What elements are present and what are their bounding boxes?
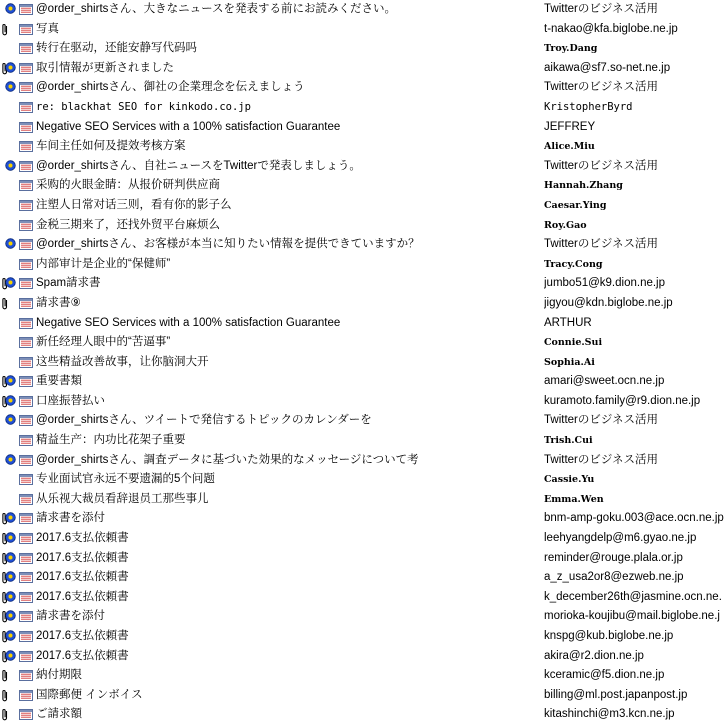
message-row[interactable] [0,118,725,138]
message-row[interactable] [0,411,725,431]
message-sender: Caesar.Ying [544,199,607,211]
message-subject: 取引情報が更新されました [36,61,174,74]
message-sender: bnm-amp-goku.003@ace.ocn.ne.jp [544,512,724,525]
message-sender: kuramoto.family@r9.dion.ne.jp [544,394,701,407]
message-subject: 請求書を添付 [36,512,105,525]
message-sender: Trish.Cui [544,435,593,447]
envelope-icon [19,357,33,368]
message-row[interactable] [0,137,725,157]
message-sender: billing@ml.post.japanpost.jp [544,688,688,701]
envelope-icon [19,592,33,603]
message-subject: 注塑人日常对话三则，看有你的影子么 [36,198,232,211]
priority-icon [5,532,16,543]
message-sender: kceramic@f5.dion.ne.jp [544,669,665,682]
priority-icon [5,160,16,171]
message-sender: akira@r2.dion.ne.jp [544,649,644,662]
message-row[interactable] [0,470,725,490]
priority-icon [5,512,16,523]
message-sender: Twitterのビジネス活用 [544,159,659,172]
message-sender: jigyou@kdn.biglobe.ne.jp [544,296,673,309]
priority-icon [5,454,16,465]
envelope-icon [19,690,33,701]
message-subject: @order_shirtsさん、お客様が本当に知りたい情報を提供できていますか？ [36,238,420,251]
message-subject: 这些精益改善故事，让你脑洞大开 [36,355,209,368]
message-sender: ARTHUR [544,316,592,329]
envelope-icon [19,474,33,485]
message-sender: k_december26th@jasmine.ocn.ne. [544,590,722,603]
message-sender: Emma.Wen [544,493,604,505]
message-sender: knspg@kub.biglobe.ne.jp [544,630,674,642]
envelope-icon [19,239,33,250]
envelope-icon [19,709,33,720]
message-sender: aikawa@sf7.so-net.ne.jp [544,61,671,74]
envelope-icon [19,122,33,133]
envelope-icon [19,494,33,505]
message-row[interactable] [0,98,725,118]
message-subject: @order_shirtsさん、ツイートで発信するトピックのカレンダーを [36,414,372,427]
message-sender: Twitterのビジネス活用 [544,414,659,427]
priority-icon [5,81,16,92]
message-row[interactable] [0,20,725,40]
envelope-icon [19,43,33,54]
envelope-icon [19,611,33,622]
message-row[interactable] [0,216,725,236]
message-sender: Roy.Gao [544,219,587,231]
message-subject: 金税三期来了，还找外贸平台麻烦么 [36,218,220,231]
envelope-icon [19,180,33,191]
message-sender: Twitterのビジネス活用 [544,238,659,251]
message-subject: 写真 [36,22,59,35]
envelope-icon [19,318,33,329]
message-sender: Twitterのビジネス活用 [544,81,659,94]
message-row[interactable] [0,372,725,392]
envelope-icon [19,533,33,544]
message-subject: @order_shirtsさん、御社の企業理念を伝えましょう [36,81,305,94]
message-sender: Sophia.Ai [544,356,595,368]
message-sender: KristopherByrd [544,100,633,113]
message-sender: JEFFREY [544,120,596,133]
priority-icon [5,395,16,406]
message-subject: 2017.6支払依頼書 [36,590,129,603]
message-subject: 口座振替払い [36,394,105,407]
message-subject: 2017.6支払依頼書 [36,630,129,642]
message-subject: 2017.6支払依頼書 [36,551,129,564]
message-row[interactable] [0,274,725,294]
message-row[interactable] [0,235,725,255]
message-sender: a_z_usa2or8@ezweb.ne.jp [544,571,684,584]
message-subject: 2017.6支払依頼書 [36,571,129,584]
message-subject: 车间主任如何及提效考核方案 [36,140,186,153]
message-subject: 从乐视大裁员看辞退员工那些事儿 [36,492,209,505]
envelope-icon [19,4,33,15]
message-subject: 請求書を添付 [36,610,105,623]
priority-icon [5,414,16,425]
message-subject: 采购的火眼金睛：从报价研判供应商 [36,179,220,192]
message-subject: 精益生产：内功比花架子重要 [36,434,186,447]
message-sender: Cassie.Yu [544,474,595,486]
message-subject: 国際郵便 インボイス [36,688,143,701]
message-subject: 2017.6支払依頼書 [36,532,129,545]
envelope-icon [19,259,33,270]
message-subject: 2017.6支払依頼書 [36,649,129,662]
priority-icon [5,277,16,288]
message-row[interactable] [0,157,725,177]
message-sender: Tracy.Cong [544,258,603,270]
message-row[interactable] [0,59,725,79]
message-sender: reminder@rouge.plala.or.jp [544,551,683,564]
message-sender: t-nakao@kfa.biglobe.ne.jp [544,22,678,35]
message-row[interactable] [0,705,725,725]
envelope-icon [19,376,33,387]
message-sender: Connie.Sui [544,337,603,349]
message-row[interactable] [0,627,725,647]
message-subject: 转行在驱动，还能安静写代码吗 [36,42,197,55]
message-row[interactable] [0,607,725,627]
message-row[interactable] [0,294,725,314]
message-sender: kitashinchi@m3.kcn.ne.jp [544,708,675,721]
message-subject: @order_shirtsさん、調査データに基づいた効果的なメッセージについて考 [36,453,419,466]
priority-icon [5,3,16,14]
message-subject: Spam請求書 [36,277,101,290]
message-subject: 納付期限 [36,669,82,682]
message-row[interactable] [0,451,725,471]
message-sender: Twitterのビジネス活用 [544,453,659,466]
envelope-icon [19,298,33,309]
message-row[interactable] [0,392,725,412]
message-row[interactable] [0,353,725,373]
message-row[interactable] [0,333,725,353]
message-row[interactable] [0,431,725,451]
message-row[interactable] [0,647,725,667]
message-sender: amari@sweet.ocn.ne.jp [544,375,665,388]
envelope-icon [19,553,33,564]
message-row[interactable] [0,549,725,569]
envelope-icon [19,141,33,152]
envelope-icon [19,513,33,524]
envelope-icon [19,82,33,93]
envelope-icon [19,631,33,642]
message-sender: jumbo51@k9.dion.ne.jp [544,277,666,290]
priority-icon [5,591,16,602]
message-sender: Hannah.Zhang [544,180,623,192]
message-subject: re: blackhat SEO for kinkodo.co.jp [36,100,251,113]
message-sender: morioka-koujibu@mail.biglobe.ne.j [544,610,720,623]
message-subject: @order_shirtsさん、自社ニュースをTwitterで発表しましょう。 [36,159,361,172]
priority-icon [5,630,16,641]
message-sender: Twitterのビジネス活用 [544,3,659,15]
envelope-icon [19,435,33,446]
message-row[interactable] [0,568,725,588]
envelope-icon [19,200,33,211]
message-row[interactable] [0,666,725,686]
priority-icon [5,552,16,563]
envelope-icon [19,161,33,172]
priority-icon [5,610,16,621]
message-row[interactable] [0,490,725,510]
message-subject: ご請求額 [36,708,82,721]
priority-icon [5,571,16,582]
priority-icon [5,650,16,661]
envelope-icon [19,651,33,662]
envelope-icon [19,24,33,35]
message-subject: @order_shirtsさん、大きなニュースを発表する前にお読みください。 [36,3,397,15]
message-row[interactable] [0,529,725,549]
message-sender: Troy.Dang [544,43,598,55]
message-subject: 新任经理人眼中的“苦逼事” [36,336,171,349]
message-sender: leehyangdelp@m6.gyao.ne.jp [544,532,697,545]
message-row[interactable] [0,78,725,98]
message-subject: 专业面试官永远不要遗漏的5个问题 [36,473,215,486]
message-row[interactable] [0,39,725,59]
paperclip-icon [1,23,9,36]
paperclip-icon [1,297,9,310]
message-row[interactable] [0,686,725,706]
paperclip-icon [1,689,9,702]
message-row[interactable] [0,314,725,334]
envelope-icon [19,278,33,289]
message-row[interactable] [0,0,725,20]
message-subject: Negative SEO Services with a 100% satisfaction Guarantee [36,316,341,329]
priority-icon [5,375,16,386]
envelope-icon [19,455,33,466]
message-row[interactable] [0,176,725,196]
message-subject: 重要書類 [36,375,82,388]
envelope-icon [19,572,33,583]
message-subject: 請求書⑨ [36,296,81,309]
paperclip-icon [1,708,9,721]
envelope-icon [19,396,33,407]
message-subject: 内部审计是企业的“保健师” [36,257,171,270]
envelope-icon [19,220,33,231]
message-row[interactable] [0,509,725,529]
message-sender: Alice.Miu [544,141,595,153]
envelope-icon [19,63,33,74]
message-row[interactable] [0,588,725,608]
message-row[interactable] [0,196,725,216]
message-row[interactable] [0,255,725,275]
envelope-icon [19,337,33,348]
message-subject: Negative SEO Services with a 100% satisfaction Guarantee [36,120,341,133]
envelope-icon [19,670,33,681]
envelope-icon [19,102,33,113]
priority-icon [5,238,16,249]
paperclip-icon [1,669,9,682]
priority-icon [5,62,16,73]
envelope-icon [19,415,33,426]
